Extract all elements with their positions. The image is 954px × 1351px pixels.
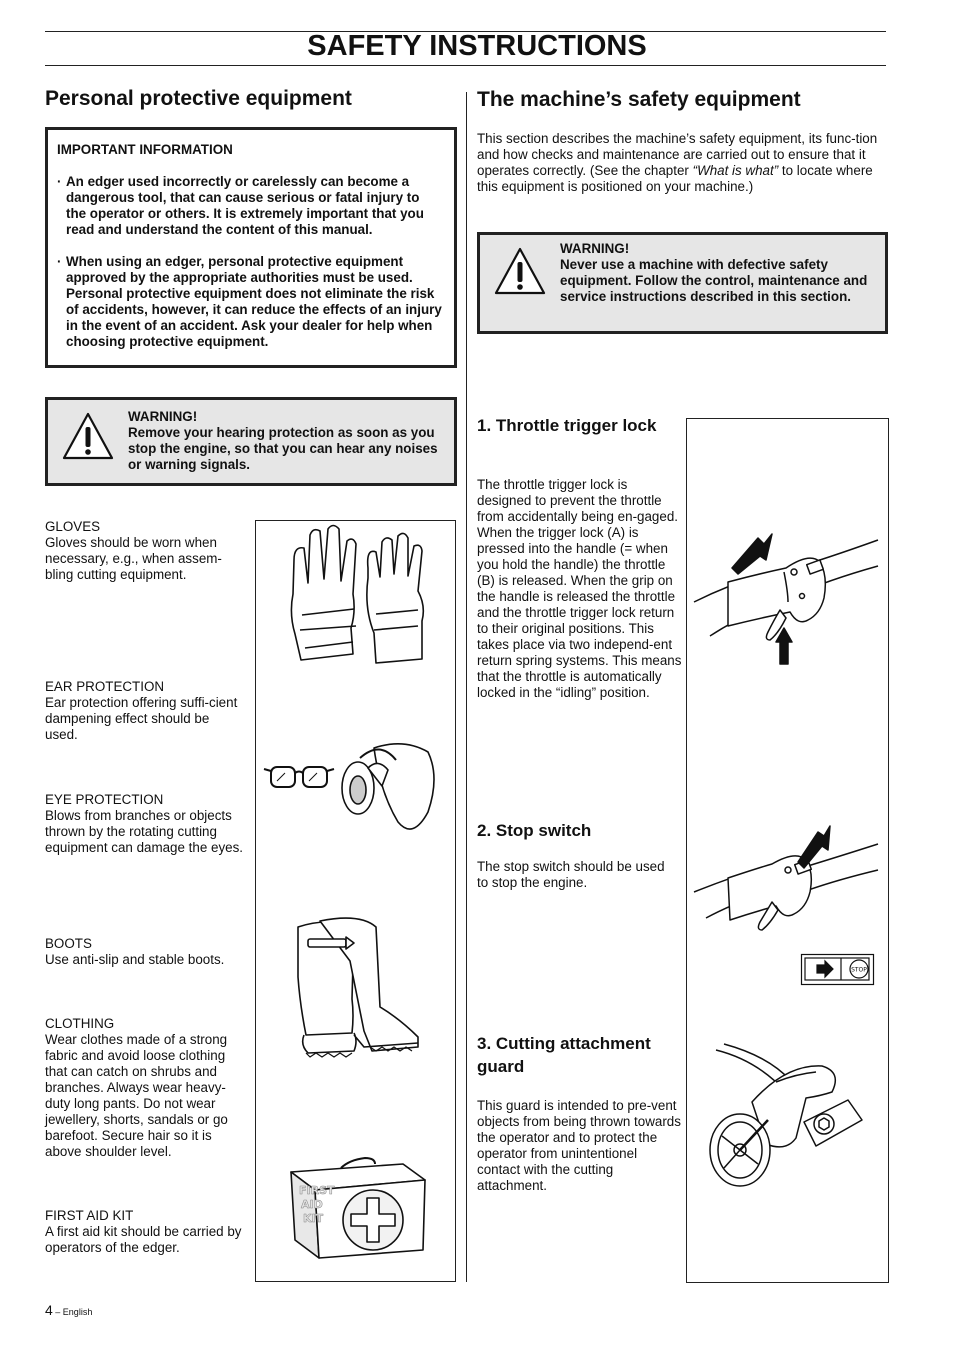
stop-switch-label-icon: [801, 954, 875, 986]
throttle-lock-heading: 1. Throttle trigger lock: [477, 416, 657, 435]
first-aid-label-3: KIT: [303, 1212, 324, 1225]
boots-title: BOOTS: [45, 936, 92, 951]
ear-protection-item: [45, 679, 245, 743]
first-aid-text: A first aid kit should be carried by operators of the edger.: [45, 1224, 242, 1255]
ear-protection-icon: [330, 738, 450, 838]
stop-switch-illustration: [692, 826, 882, 946]
ear-protection-text: Ear protection offering suffi-cient dampening effect should be used.: [45, 695, 238, 742]
machine-safety-intro: This section describes the machine’s safety equipment, its func-tion and how checks and maintenance are carried out to ensure that it operates correctly. (See the chapter “What is what” to locate where this equipment is positioned on your machine.): [477, 131, 878, 194]
gloves-item: [45, 519, 245, 583]
gloves-title: GLOVES: [45, 519, 101, 534]
stop-label-text: STOP: [851, 966, 867, 974]
machine-warning-title: WARNING!: [560, 241, 630, 256]
eye-protection-title: EYE PROTECTION: [45, 792, 164, 807]
ear-protection-title: EAR PROTECTION: [45, 679, 165, 694]
hearing-warning-title: WARNING!: [128, 409, 198, 424]
safety-glasses-icon: [263, 763, 337, 793]
first-aid-label-2: AID: [301, 1198, 323, 1211]
first-aid-title: FIRST AID KIT: [45, 1208, 134, 1223]
guard-heading: 3. Cutting attachment guard: [477, 1034, 651, 1076]
clothing-text: Wear clothes made of a strong fabric and avoid loose clothing that can catch on shrubs and branches. Always wear heavy-duty long pants. Do not wear jewellery, shorts, sandals or go barefoot. Secure hair so it is above shoulder level.: [45, 1032, 228, 1159]
hearing-warning-box: [45, 397, 457, 486]
gloves-icon: [282, 530, 442, 670]
gloves-text: Gloves should be worn when necessary, e.g., when assem-bling cutting equipment.: [45, 535, 222, 582]
important-info-title: IMPORTANT INFORMATION: [57, 142, 233, 157]
boots-item: [45, 936, 250, 968]
warning-triangle-icon: [62, 412, 114, 460]
page-title: SAFETY INSTRUCTIONS: [307, 30, 647, 62]
first-aid-kit-icon: [285, 1158, 435, 1263]
page-language: – English: [52, 1307, 93, 1317]
important-bullet-2: · When using an edger, personal protective equipment approved by the appropriate authorities must be used. Personal protective equipment does not eliminate the risk of accidents, however, it can reduce the effects of an injury in the event of an accident. Ask your dealer for help when choosing protective equipment.: [57, 254, 442, 349]
stop-switch-heading: 2. Stop switch: [477, 821, 592, 840]
throttle-lock-text: The throttle trigger lock is designed to prevent the throttle from accidentally being en-gaged. When the trigger lock (A) is pressed into the handle (= when you hold the handle) the throttle (B) is released. When the grip on the handle is released the throttle and the throttle trigger lock return to their original positions. This takes place via two independ-ent return spring systems. This means that the throttle is automatically locked in the “idling” position.: [477, 477, 682, 700]
page-number: 4: [45, 1302, 53, 1318]
cutting-attachment-guard-illustration: [706, 1042, 866, 1192]
important-info-box: [45, 127, 457, 368]
throttle-trigger-lock-illustration: [692, 532, 882, 672]
ppe-heading: Personal protective equipment: [45, 87, 352, 110]
first-aid-item: [45, 1208, 247, 1256]
first-aid-label-1: FIRST: [299, 1184, 335, 1197]
clothing-item: [45, 1016, 247, 1160]
stop-switch-text: The stop switch should be used to stop the engine.: [477, 859, 665, 890]
hearing-warning-text: [128, 409, 448, 473]
machine-warning-body: Never use a machine with defective safety equipment. Follow the control, maintenance and service instructions described in this section.: [560, 257, 868, 304]
boots-text: Use anti-slip and stable boots.: [45, 952, 225, 967]
eye-protection-item: [45, 792, 247, 856]
important-bullet-1: · An edger used incorrectly or carelessly can become a dangerous tool, that can cause serious or fatal injury to the operator or others. It is extremely important that you read and understand the content of this manual.: [57, 174, 424, 237]
hearing-warning-body: Remove your hearing protection as soon as you stop the engine, so that you can hear any noises or warning signals.: [128, 425, 438, 472]
guard-text: This guard is intended to pre-vent objects from being thrown towards the operator and to protect the operator from unintentionel contact with the cutting attachment.: [477, 1098, 681, 1193]
machine-warning-box: [477, 232, 888, 334]
header-rule-bottom: [45, 65, 886, 66]
page-footer: [45, 1302, 92, 1318]
warning-triangle-icon: [494, 247, 546, 295]
clothing-title: CLOTHING: [45, 1016, 115, 1031]
machine-safety-heading: The machine’s safety equipment: [477, 88, 801, 111]
column-divider: [466, 92, 467, 1282]
machine-warning-text: [560, 241, 880, 305]
eye-protection-text: Blows from branches or objects thrown by the rotating cutting equipment can damage the eyes.: [45, 808, 244, 855]
boots-icon: [290, 915, 420, 1065]
